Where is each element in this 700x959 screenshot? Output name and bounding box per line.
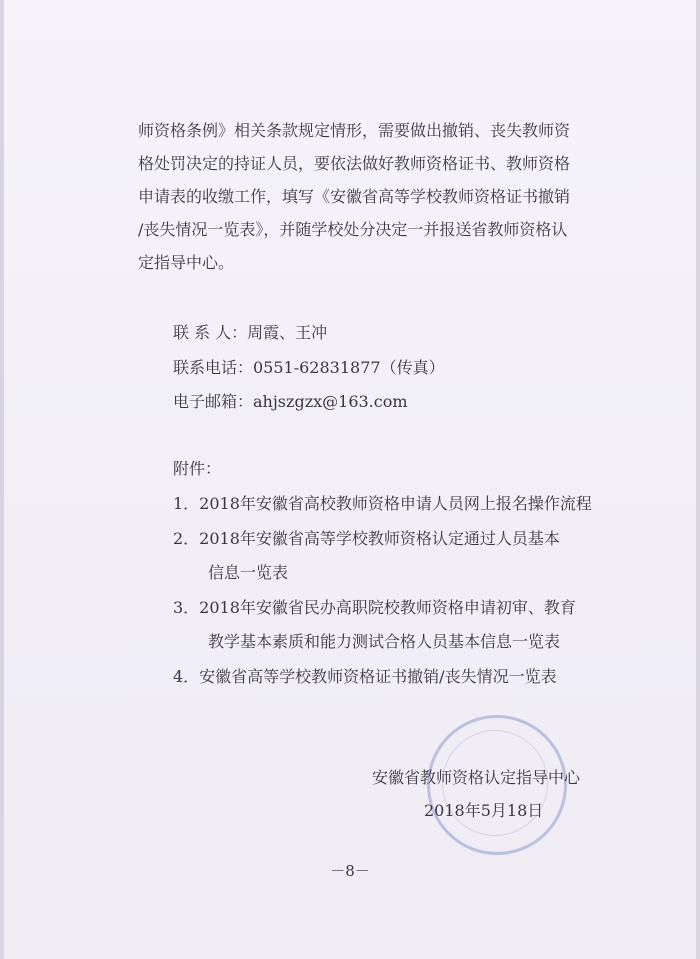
attachment-item-1: 1．2018年安徽省高校教师资格申请人员网上报名操作流程 — [173, 494, 592, 513]
attachment-item-3-cont: 教学基本素质和能力测试合格人员基本信息一览表 — [208, 632, 561, 651]
body-line-1: 师资格条例》相关条款规定情形，需要做出撤销、丧失教师资 — [138, 121, 571, 140]
signature-org: 安徽省教师资格认定指导中心 — [372, 768, 581, 787]
contact-email: 电子邮箱：ahjszgzx@163.com — [173, 392, 408, 411]
page-number: －8－ — [330, 862, 370, 880]
attachment-item-4: 4．安徽省高等学校教师资格证书撤销/丧失情况一览表 — [173, 667, 557, 686]
attachment-item-2: 2．2018年安徽省高等学校教师资格认定通过人员基本 — [173, 529, 560, 548]
attachments-heading: 附件： — [173, 459, 222, 478]
contact-phone: 联系电话：0551-62831877（传真） — [173, 358, 445, 377]
body-line-5: 定指导中心。 — [138, 253, 235, 272]
contact-person: 联 系 人：周霞、王冲 — [173, 323, 328, 342]
signature-date: 2018年5月18日 — [424, 801, 544, 820]
body-line-4: /丧失情况一览表》，并随学校处分决定一并报送省教师资格认 — [138, 220, 568, 239]
body-line-2: 格处罚决定的持证人员，要依法做好教师资格证书、教师资格 — [138, 154, 571, 173]
page-left-edge — [0, 0, 4, 959]
page-right-edge — [696, 0, 700, 959]
attachment-item-3: 3．2018年安徽省民办高职院校教师资格申请初审、教育 — [173, 598, 576, 617]
attachment-item-2-cont: 信息一览表 — [208, 563, 289, 582]
body-line-3: 申请表的收缴工作，填写《安徽省高等学校教师资格证书撤销 — [138, 187, 571, 206]
